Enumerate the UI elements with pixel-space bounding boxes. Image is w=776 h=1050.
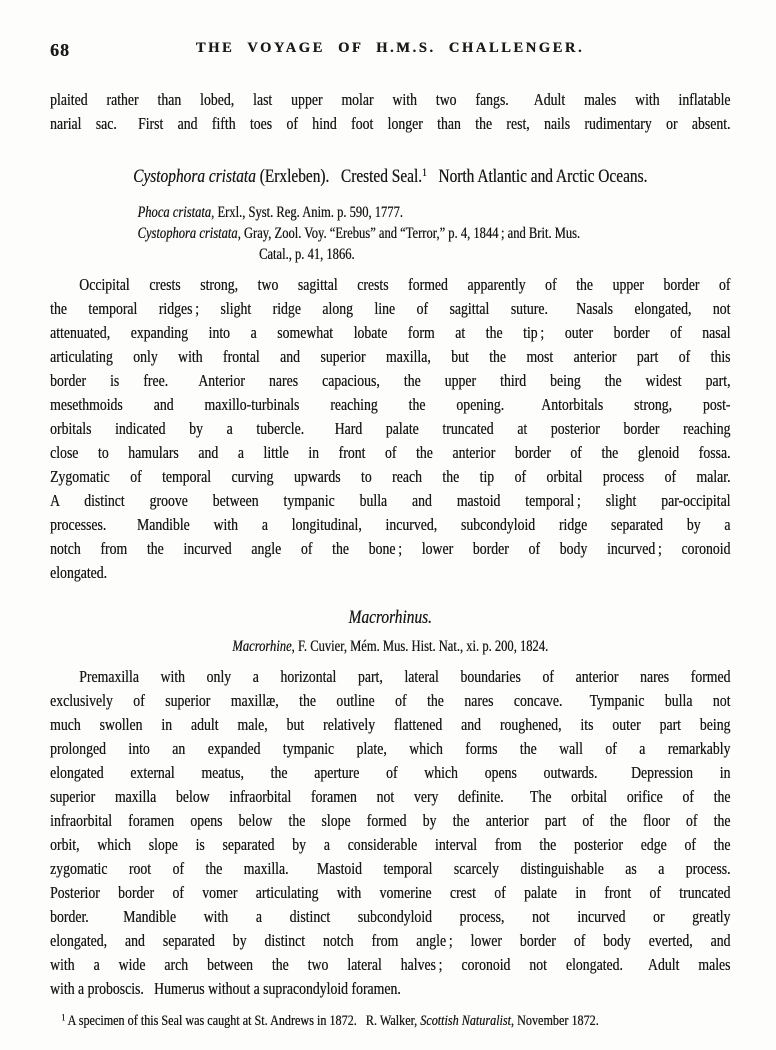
text-line	[50, 881, 730, 905]
synonymy-block	[137, 202, 730, 265]
text-line	[50, 713, 730, 737]
species-description-paragraph	[50, 273, 730, 585]
text-line	[50, 369, 730, 393]
footnote-reference: 1	[61, 1013, 66, 1024]
text-segment: superior maxilla below infraorbital foramen not very definite. The orbital orifice of the	[50, 787, 731, 806]
text-segment: narial sac. First and fifth toes of hind foot longer than the rest, nails rudimentary or absent.	[50, 114, 731, 133]
text-line	[50, 929, 730, 953]
intro-paragraph	[50, 88, 730, 136]
text-segment: orbitals indicated by a tubercle. Hard palate truncated at posterior border reaching	[50, 419, 731, 438]
text-line	[50, 88, 730, 112]
text-segment: Phoca cristata	[137, 204, 212, 221]
synonymy-line	[137, 223, 730, 244]
text-segment: elongated, and separated by distinct notch from angle ; lower border of body everted, and	[50, 931, 731, 950]
genus-heading	[50, 605, 730, 631]
text-segment: Zygomatic of temporal curving upwards to reach the tip of orbital process of malar.	[50, 467, 731, 486]
text-segment: notch from the incurved angle of the bone ; lower border of body incurved ; coronoid	[50, 539, 731, 558]
text-line	[50, 905, 730, 929]
text-segment: orbit, which slope is separated by a considerable interval from the posterior edge of the	[50, 835, 731, 854]
text-line	[50, 977, 730, 1001]
text-line	[50, 809, 730, 833]
text-line	[50, 465, 730, 489]
text-segment: Occipital crests strong, two sagittal crests formed apparently of the upper border of	[79, 275, 731, 294]
text-segment: elongated external meatus, the aperture of which opens outwards. Depression in	[50, 763, 731, 782]
text-segment: elongated.	[50, 563, 107, 582]
footnote-reference: 1	[422, 166, 427, 180]
text-segment: border is free. Anterior nares capacious, the upper third being the widest part,	[50, 371, 731, 390]
text-segment: , Gray, Zool. Voy. “Erebus” and “Terror,” p. 4, 1844 ; and Brit. Mus.	[237, 225, 581, 242]
text-segment: A specimen of this Seal was caught at St. Andrews in 1872. R. Walker,	[65, 1013, 421, 1029]
page-header	[50, 40, 730, 62]
synonymy-line	[137, 202, 730, 223]
genus-citation	[50, 636, 730, 657]
text-line	[50, 489, 730, 513]
text-segment: processes. Mandible with a longitudinal, incurved, subcondyloid ridge separated by a	[50, 515, 731, 534]
text-line	[50, 321, 730, 345]
text-segment: Macrorhine	[232, 638, 292, 655]
text-segment: much swollen in adult male, but relatively flattened and roughened, its outer part being	[50, 715, 731, 734]
text-segment: , Erxl., Syst. Reg. Anim. p. 590, 1777.	[211, 204, 403, 221]
page-number: 68	[50, 40, 70, 60]
text-segment: (Erxleben). Crested Seal.	[255, 166, 423, 187]
text-segment: Scottish Naturalist	[420, 1013, 511, 1029]
text-line	[50, 785, 730, 809]
text-line	[50, 689, 730, 713]
text-segment: Cystophora cristata	[133, 166, 256, 187]
text-segment: the temporal ridges ; slight ridge along line of sagittal suture. Nasals elongated, not	[50, 299, 731, 318]
text-line	[50, 297, 730, 321]
text-segment: border. Mandible with a distinct subcondyloid process, not incurved or greatly	[50, 907, 731, 926]
text-line	[50, 737, 730, 761]
text-line	[50, 537, 730, 561]
text-segment: exclusively of superior maxillæ, the outline of the nares concave. Tympanic bulla not	[50, 691, 731, 710]
text-line	[50, 953, 730, 977]
footnote	[50, 1011, 730, 1031]
synonymy-line: Catal., p. 41, 1866.	[258, 246, 355, 263]
text-line	[50, 345, 730, 369]
text-segment: plaited rather than lobed, last upper molar with two fangs. Adult males with inflatable	[50, 90, 731, 109]
text-segment: prolonged into an expanded tympanic plate, which forms the wall of a remarkably	[50, 739, 731, 758]
text-column	[50, 88, 730, 1031]
text-line	[50, 833, 730, 857]
text-segment: mesethmoids and maxillo-turbinals reaching the opening. Antorbitals strong, post-	[50, 395, 731, 414]
text-segment: , F. Cuvier, Mém. Mus. Hist. Nat., xi. p. 200, 1824.	[291, 638, 549, 655]
text-line	[50, 393, 730, 417]
text-segment: zygomatic root of the maxilla. Mastoid temporal scarcely distinguishable as a process.	[50, 859, 731, 878]
text-segment: with a proboscis. Humerus without a supracondyloid foramen.	[50, 979, 401, 998]
text-line	[50, 665, 730, 689]
text-line	[50, 112, 730, 136]
genus-description-paragraph	[50, 665, 730, 1001]
text-line	[50, 761, 730, 785]
text-segment: Posterior border of vomer articulating with vomerine crest of palate in front of truncated	[50, 883, 731, 902]
text-line	[50, 857, 730, 881]
text-line	[50, 561, 730, 585]
text-line	[50, 273, 730, 297]
text-segment: Premaxilla with only a horizontal part, lateral boundaries of anterior nares formed	[79, 667, 731, 686]
text-segment: close to hamulars and a little in front of the anterior border of the glenoid fossa.	[50, 443, 731, 462]
text-segment: attenuated, expanding into a somewhat lobate form at the tip ; outer border of nasal	[50, 323, 731, 342]
text-segment: with a wide arch between the two lateral halves ; coronoid not elongated. Adult males	[50, 955, 731, 974]
text-segment: A distinct groove between tympanic bulla and mastoid temporal ; slight par-occipital	[50, 491, 731, 510]
text-line	[50, 441, 730, 465]
text-line	[50, 417, 730, 441]
text-segment: North Atlantic and Arctic Oceans.	[426, 166, 648, 187]
text-segment: articulating only with frontal and superior maxilla, but the most anterior part of this	[50, 347, 731, 366]
species-heading	[50, 164, 730, 190]
text-segment: Macrorhinus.	[348, 607, 432, 628]
text-line	[50, 513, 730, 537]
text-segment: , November 1872.	[510, 1013, 599, 1029]
text-segment: infraorbital foramen opens below the slope formed by the anterior part of the floor of the	[50, 811, 731, 830]
running-title: THE VOYAGE OF H.M.S. CHALLENGER.	[195, 40, 585, 56]
text-segment: Cystophora cristata	[137, 225, 238, 242]
